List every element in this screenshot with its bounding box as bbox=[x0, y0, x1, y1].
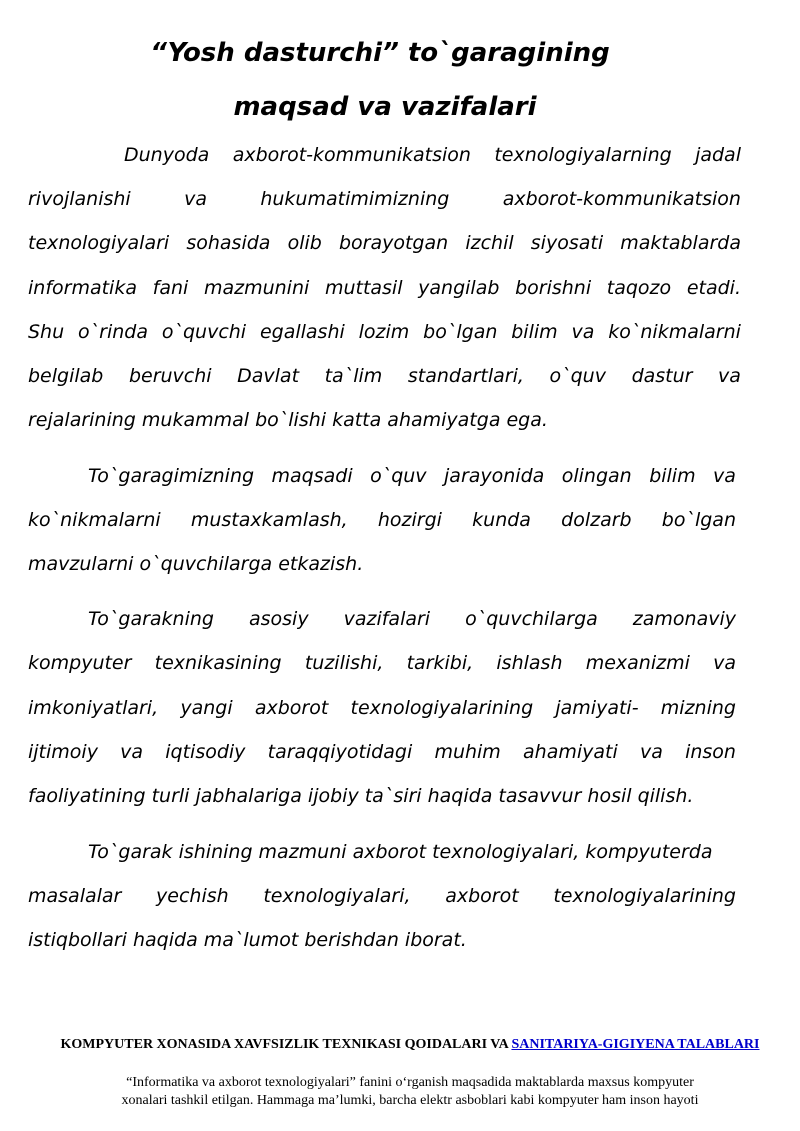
word: ishlash bbox=[496, 652, 563, 674]
word: tuzilishi, bbox=[304, 652, 384, 674]
paragraph-3-line bbox=[28, 650, 736, 676]
word: taraqqiyotidagi bbox=[267, 741, 413, 763]
paragraph-2-line bbox=[88, 463, 736, 489]
word: va bbox=[713, 652, 736, 674]
word: bo`lgan bbox=[661, 509, 736, 531]
word: axborot-kommunikatsion bbox=[502, 188, 741, 210]
word: muhim bbox=[434, 741, 501, 763]
paragraph-1-line bbox=[28, 186, 741, 212]
word: bilim bbox=[649, 465, 696, 487]
word: texnologiyalarning bbox=[494, 144, 672, 166]
word: kunda bbox=[472, 509, 531, 531]
paragraph-4-line bbox=[88, 839, 736, 865]
word: olingan bbox=[561, 465, 632, 487]
word: jamiyati- bbox=[555, 697, 639, 719]
paragraph-3-line bbox=[28, 739, 736, 765]
word: rivojlanishi bbox=[28, 188, 131, 210]
word: o`quvchilarga bbox=[465, 608, 598, 630]
word: o`quv bbox=[549, 365, 606, 387]
paragraph-1-line bbox=[28, 407, 741, 433]
paragraph-4-line bbox=[28, 883, 736, 909]
word: To`garak ishining mazmuni axborot texnologiyalari, kompyuterda bbox=[88, 841, 713, 863]
word: hozirgi bbox=[377, 509, 442, 531]
word: va bbox=[120, 741, 144, 763]
footer-heading-text: KOMPYUTER XONASIDA XAVFSIZLIK TEXNIKASI QOIDALARI VA bbox=[60, 1037, 512, 1052]
word: axborot bbox=[254, 697, 329, 719]
word: informatika bbox=[28, 277, 137, 299]
word: standartlari, bbox=[407, 365, 524, 387]
paragraph-2-line bbox=[28, 551, 741, 577]
sanitary-requirements-link[interactable]: SANITARIYA-GIGIYENA TALABLARI bbox=[511, 1037, 760, 1052]
word: va bbox=[718, 365, 741, 387]
word: axborot bbox=[445, 885, 519, 907]
word: asosiy bbox=[248, 608, 309, 630]
word: yangi bbox=[180, 697, 233, 719]
word: bilim bbox=[511, 321, 558, 343]
word: texnologiyalari, bbox=[263, 885, 411, 907]
word: mavzularni o`quvchilarga etkazish. bbox=[28, 553, 364, 575]
word: yangilab bbox=[418, 277, 500, 299]
word: iqtisodiy bbox=[165, 741, 246, 763]
word: ko`nikmalarni bbox=[28, 509, 161, 531]
word: ahamiyati bbox=[523, 741, 618, 763]
word: borayotgan bbox=[338, 232, 449, 254]
word: jadal bbox=[695, 144, 741, 166]
word: texnologiyalarining bbox=[350, 697, 534, 719]
word: ta`lim bbox=[324, 365, 383, 387]
word: belgilab bbox=[28, 365, 104, 387]
word: va bbox=[184, 188, 207, 210]
word: beruvchi bbox=[128, 365, 212, 387]
word: mizning bbox=[660, 697, 736, 719]
word: axborot-kommunikatsion bbox=[232, 144, 471, 166]
word: texnologiyalari bbox=[28, 232, 170, 254]
word: sohasida bbox=[186, 232, 271, 254]
word: lozim bbox=[358, 321, 410, 343]
word: texnologiyalarining bbox=[553, 885, 736, 907]
word: mexanizmi bbox=[585, 652, 690, 674]
word: va bbox=[571, 321, 595, 343]
word: rejalarining mukammal bo`lishi katta ahamiyatga ega. bbox=[28, 409, 548, 431]
word: va bbox=[713, 465, 736, 487]
word: mazmunini bbox=[203, 277, 310, 299]
word: siyosati bbox=[530, 232, 604, 254]
word: faoliyatining turli jabhalariga ijobiy ta`siri haqida tasavvur hosil qilish. bbox=[28, 785, 694, 807]
footer-text-line-2: xonalari tashkil etilgan. Hammaga ma’lumki, barcha elektr asboblari kabi kompyuter ham inson hayoti bbox=[121, 1093, 699, 1108]
word: kompyuter bbox=[28, 652, 132, 674]
paragraph-1-line bbox=[28, 230, 741, 256]
word: egallashi bbox=[259, 321, 345, 343]
word: jarayonida bbox=[444, 465, 545, 487]
word: izchil bbox=[465, 232, 514, 254]
word: Dunyoda bbox=[124, 144, 210, 166]
word: dastur bbox=[631, 365, 693, 387]
word: To`garagimizning bbox=[88, 465, 255, 487]
word: o`quv bbox=[370, 465, 427, 487]
paragraph-4-line bbox=[28, 927, 741, 953]
paragraph-1-line bbox=[28, 319, 741, 345]
word: hukumatimimizning bbox=[260, 188, 450, 210]
word: istiqbollari haqida ma`lumot berishdan iborat. bbox=[28, 929, 467, 951]
paragraph-3-line bbox=[28, 783, 741, 809]
paragraph-3-line bbox=[28, 695, 736, 721]
paragraph-1-line bbox=[28, 275, 741, 301]
footer-heading bbox=[40, 1036, 780, 1054]
word: To`garakning bbox=[88, 608, 214, 630]
word: maktablarda bbox=[620, 232, 741, 254]
word: texnikasining bbox=[154, 652, 282, 674]
word: olib bbox=[287, 232, 322, 254]
paragraph-1-line bbox=[124, 142, 741, 168]
word: imkoniyatlari, bbox=[28, 697, 159, 719]
document-title-line-1: “Yosh dasturchi” to`garagining bbox=[150, 38, 610, 68]
word: o`rinda bbox=[78, 321, 148, 343]
word: vazifalari bbox=[343, 608, 431, 630]
paragraph-1-line bbox=[28, 363, 741, 389]
document-title-line-2: maqsad va vazifalari bbox=[233, 92, 537, 122]
paragraph-3-line bbox=[88, 606, 736, 632]
word: masalalar bbox=[28, 885, 122, 907]
word: taqozo bbox=[606, 277, 672, 299]
word: mustaxkamlash, bbox=[190, 509, 348, 531]
word: tarkibi, bbox=[406, 652, 474, 674]
word: va bbox=[639, 741, 663, 763]
word: muttasil bbox=[324, 277, 403, 299]
word: etadi. bbox=[686, 277, 741, 299]
paragraph-2-line bbox=[28, 507, 736, 533]
word: Shu bbox=[28, 321, 65, 343]
word: borishni bbox=[515, 277, 592, 299]
footer-text-line-1: “Informatika va axborot texnologiyalari” fanini o‘rganish maqsadida maktablarda maxsus kompyuter bbox=[126, 1075, 694, 1090]
word: fani bbox=[152, 277, 189, 299]
word: inson bbox=[685, 741, 736, 763]
word: dolzarb bbox=[561, 509, 632, 531]
word: maqsadi bbox=[271, 465, 353, 487]
word: ijtimoiy bbox=[28, 741, 98, 763]
word: zamonaviy bbox=[632, 608, 736, 630]
word: Davlat bbox=[237, 365, 300, 387]
word: ko`nikmalarni bbox=[608, 321, 741, 343]
word: bo`lgan bbox=[423, 321, 498, 343]
word: o`quvchi bbox=[161, 321, 247, 343]
word: yechish bbox=[156, 885, 229, 907]
